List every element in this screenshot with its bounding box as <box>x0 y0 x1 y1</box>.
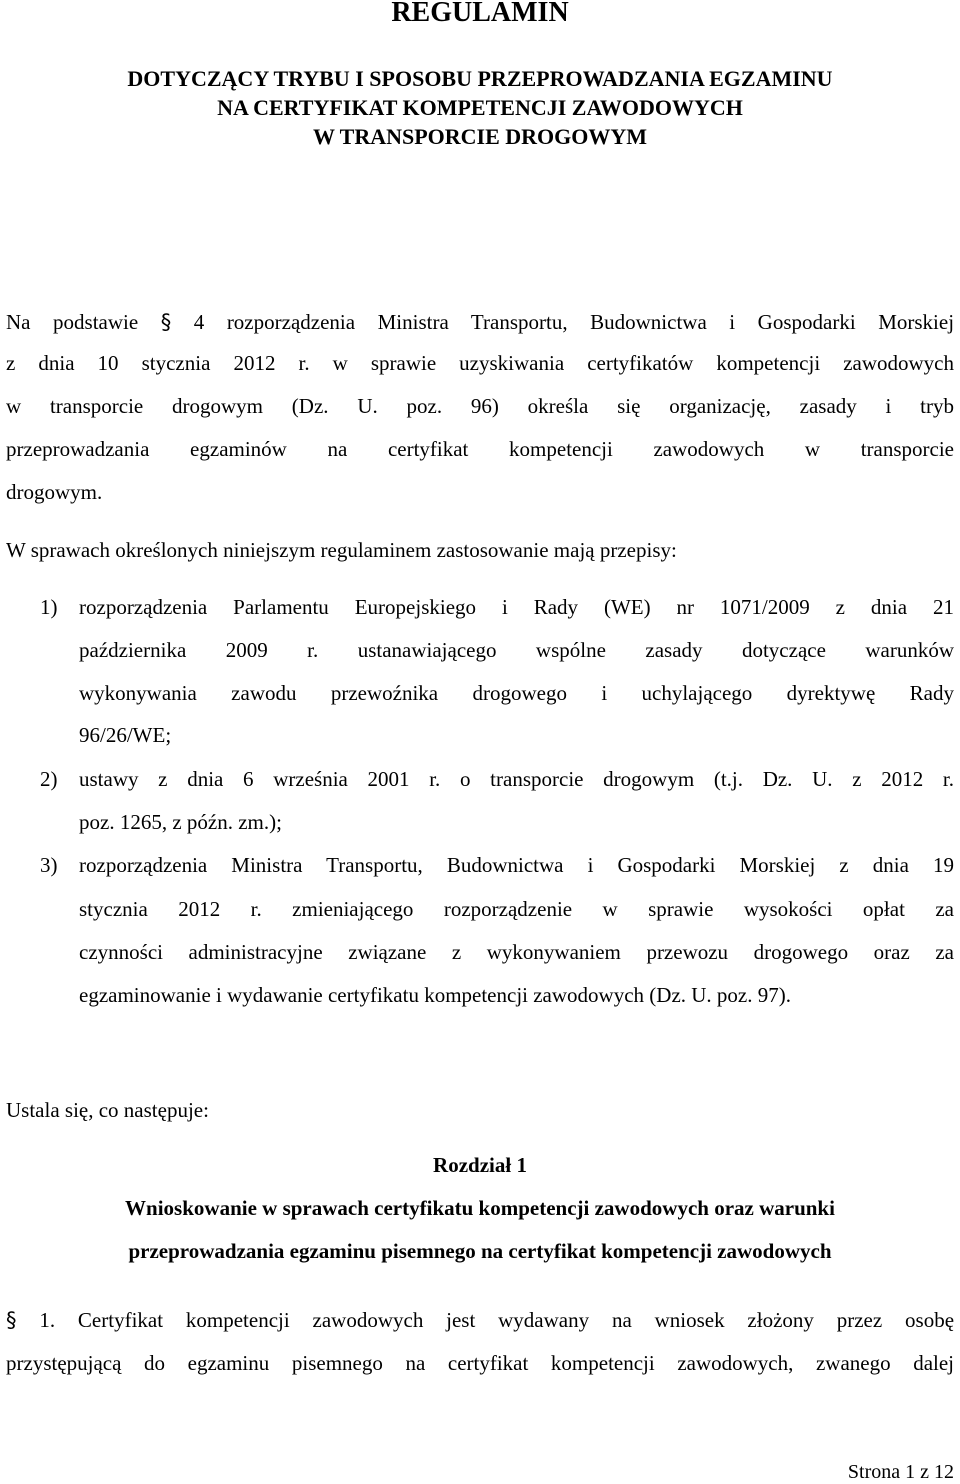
intro-line: w transporcie drogowym (Dz. U. poz. 96) określa się organizację, zasady i tryb <box>6 394 954 418</box>
intro-line-rest: 4 rozporządzenia Ministra Transportu, Budownictwa i Gospodarki Morskiej <box>193 310 955 334</box>
subtitle-line: DOTYCZĄCY TRYBU I SPOSOBU PRZEPROWADZANIA EGZAMINU <box>127 66 833 91</box>
paragraph-line: przystępującą do egzaminu pisemnego na certyfikat kompetencji zawodowych, zwanego dalej <box>6 1351 954 1375</box>
list-item-line: stycznia 2012 r. zmieniającego rozporządzenie w sprawie wysokości opłat za <box>79 897 954 921</box>
paragraph-line <box>6 1307 954 1333</box>
list-number: 3) <box>40 853 58 877</box>
list-item-line: poz. 1265, z późn. zm.); <box>79 810 282 834</box>
intro-line <box>6 309 954 335</box>
list-item-line: rozporządzenia Ministra Transportu, Budownictwa i Gospodarki Morskiej z dnia 19 <box>79 853 954 877</box>
subtitle-line: NA CERTYFIKAT KOMPETENCJI ZAWODOWYCH <box>217 95 743 120</box>
list-number: 1) <box>40 595 58 619</box>
list-item-line: rozporządzenia Parlamentu Europejskiego i Rady (WE) nr 1071/2009 z dnia 21 <box>79 595 954 619</box>
document-title: REGULAMIN <box>391 0 569 28</box>
chapter-title-line: Wnioskowanie w sprawach certyfikatu kompetencji zawodowych oraz warunki <box>125 1196 835 1220</box>
list-item-line: egzaminowanie i wydawanie certyfikatu kompetencji zawodowych (Dz. U. poz. 97). <box>79 983 791 1007</box>
intro-line: drogowym. <box>6 480 103 504</box>
chapter-title-line: przeprowadzania egzaminu pisemnego na certyfikat kompetencji zawodowych <box>128 1239 832 1263</box>
subtitle-line: W TRANSPORCIE DROGOWYM <box>312 124 648 149</box>
list-item-line: ustawy z dnia 6 września 2001 r. o transporcie drogowym (t.j. Dz. U. z 2012 r. <box>79 767 954 791</box>
resolution-text: Ustala się, co następuje: <box>6 1098 209 1122</box>
section-symbol: § <box>6 1308 17 1332</box>
intro-line: przeprowadzania egzaminów na certyfikat kompetencji zawodowych w transporcie <box>6 437 954 461</box>
chapter-heading: Rozdział 1 <box>433 1153 527 1177</box>
list-item-line: października 2009 r. ustanawiającego wspólne zasady dotyczące warunków <box>79 638 954 662</box>
list-item-line: czynności administracyjne związane z wykonywaniem przewozu drogowego oraz za <box>79 940 954 964</box>
intro-prefix: Na podstawie <box>6 310 139 334</box>
intro-line: z dnia 10 stycznia 2012 r. w sprawie uzyskiwania certyfikatów kompetencji zawodowych <box>6 351 954 375</box>
list-number: 2) <box>40 767 58 791</box>
document-subtitle <box>0 64 960 151</box>
list-item-line: wykonywania zawodu przewoźnika drogowego i uchylającego dyrektywę Rady <box>79 681 954 705</box>
applicable-lead: W sprawach określonych niniejszym regulaminem zastosowanie mają przepisy: <box>6 538 677 562</box>
paragraph-line-text: 1. Certyfikat kompetencji zawodowych jest wydawany na wniosek złożony przez osobę <box>39 1308 955 1332</box>
section-symbol: § <box>160 310 172 334</box>
page-number: Strona 1 z 12 <box>847 1461 954 1483</box>
list-item-line: 96/26/WE; <box>79 723 172 747</box>
